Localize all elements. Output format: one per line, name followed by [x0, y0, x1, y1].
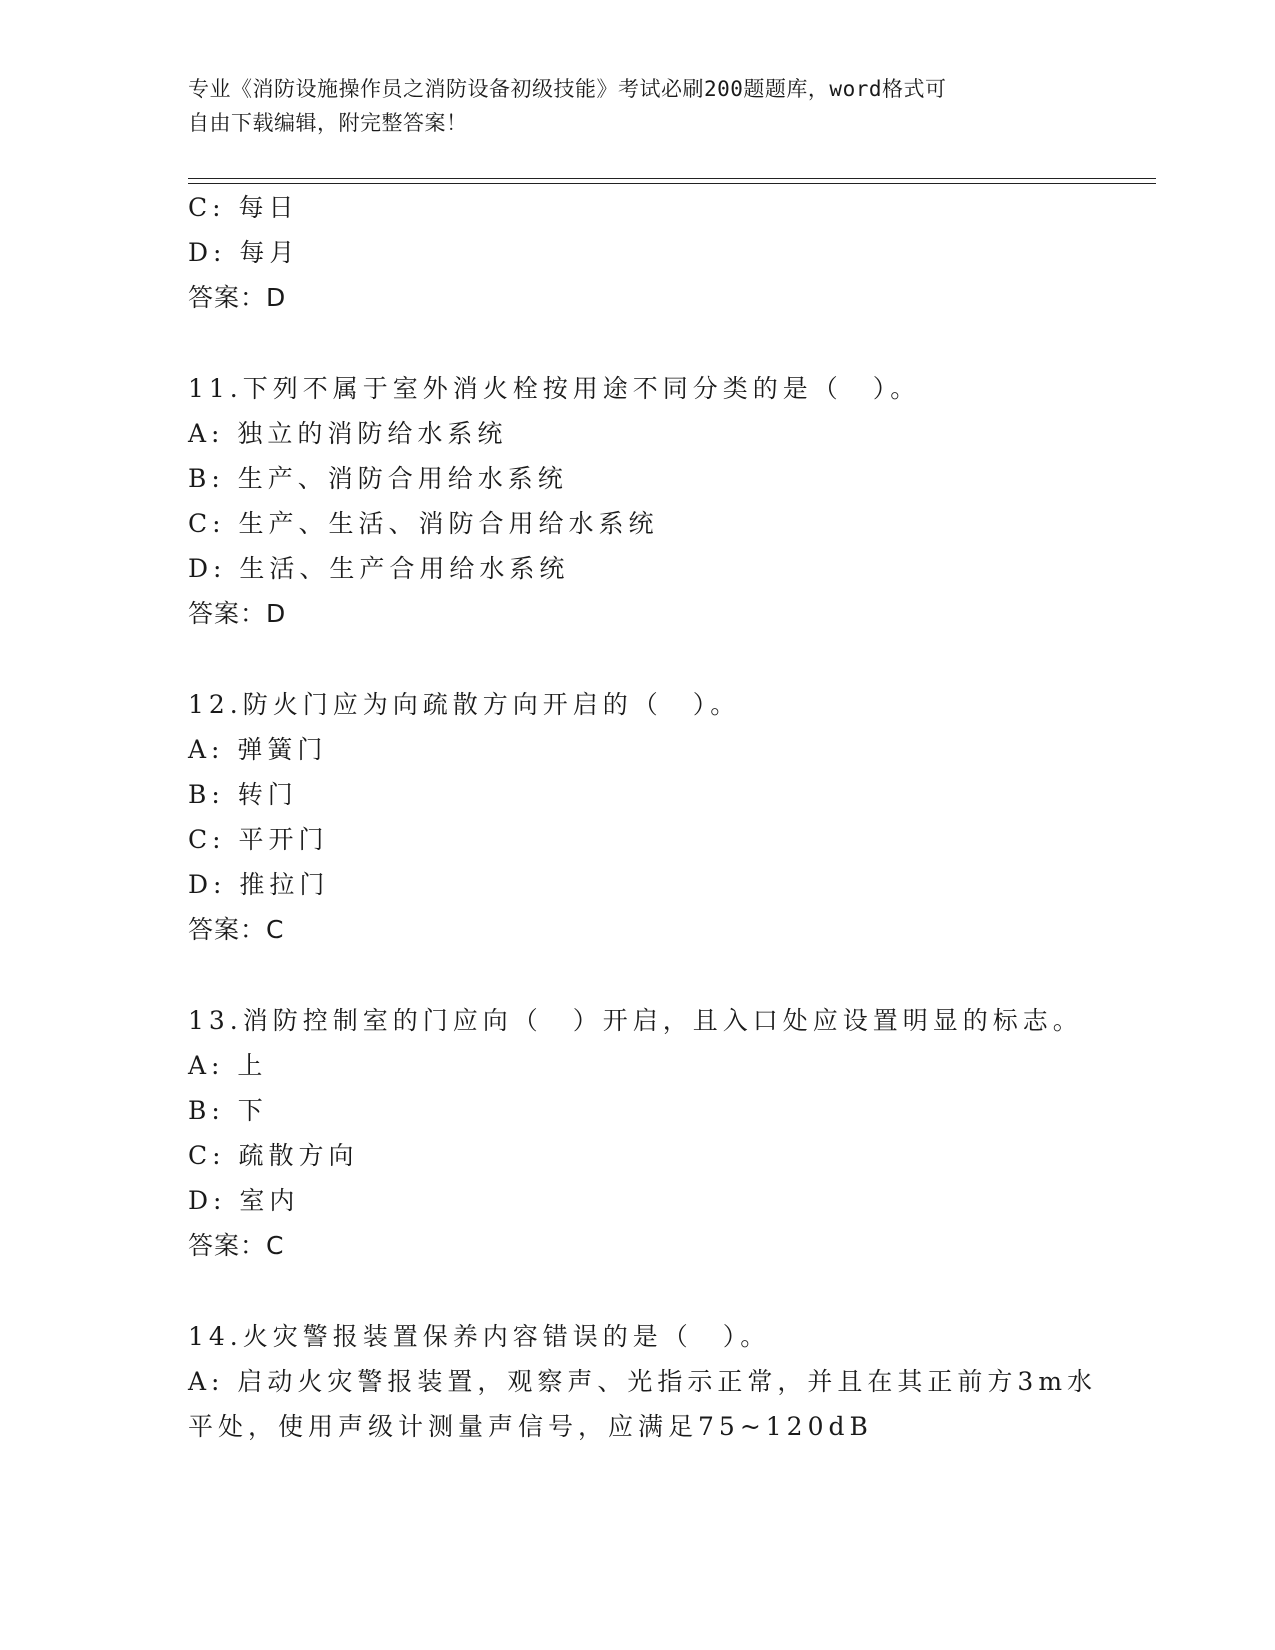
q13-option-a: A: 上: [188, 1051, 268, 1080]
q13-option-b: B: 下: [188, 1096, 268, 1125]
q11-option-a: A: 独立的消防给水系统: [188, 419, 508, 448]
header-title-line-1: 专业《消防设施操作员之消防设备初级技能》考试必刷200题题库，word格式可: [188, 77, 947, 101]
q10-answer: 答案：D: [188, 283, 287, 312]
q12-answer: 答案：C: [188, 915, 285, 944]
q12-option-c: C: 平开门: [188, 825, 329, 854]
q13-option-d: D: 室内: [188, 1186, 300, 1215]
q11-answer: 答案：D: [188, 599, 287, 628]
q12-stem: 12.防火门应为向疏散方向开启的（ ）。: [188, 690, 741, 719]
q14-option-a-line-1: A: 启动火灾警报装置，观察声、光指示正常，并且在其正前方3m水: [188, 1367, 1098, 1396]
header-title-line-2: 自由下载编辑，附完整答案！: [188, 111, 468, 135]
q14-stem: 14.火灾警报装置保养内容错误的是（ ）。: [188, 1322, 771, 1351]
q12-option-b: B: 转门: [188, 780, 298, 809]
q13-stem: 13.消防控制室的门应向（ ）开启，且入口处应设置明显的标志。: [188, 1006, 1083, 1035]
q11-option-b: B: 生产、消防合用给水系统: [188, 464, 568, 493]
q11-option-c: C: 生产、生活、消防合用给水系统: [188, 509, 659, 538]
header-divider-bottom: [188, 183, 1156, 184]
q10-option-c: C: 每日: [188, 193, 299, 222]
q12-option-a: A: 弹簧门: [188, 735, 328, 764]
q13-option-c: C: 疏散方向: [188, 1141, 359, 1170]
header-divider-top: [188, 178, 1156, 179]
document-header: [188, 72, 1088, 140]
q14-option-a-line-2: 平处，使用声级计测量声信号，应满足75~120dB: [188, 1412, 873, 1441]
q13-answer: 答案：C: [188, 1231, 285, 1260]
q11-stem: 11.下列不属于室外消火栓按用途不同分类的是（ ）。: [188, 374, 921, 403]
q10-option-d: D: 每月: [188, 238, 300, 267]
q12-option-d: D: 推拉门: [188, 870, 330, 899]
q11-option-d: D: 生活、生产合用给水系统: [188, 554, 570, 583]
